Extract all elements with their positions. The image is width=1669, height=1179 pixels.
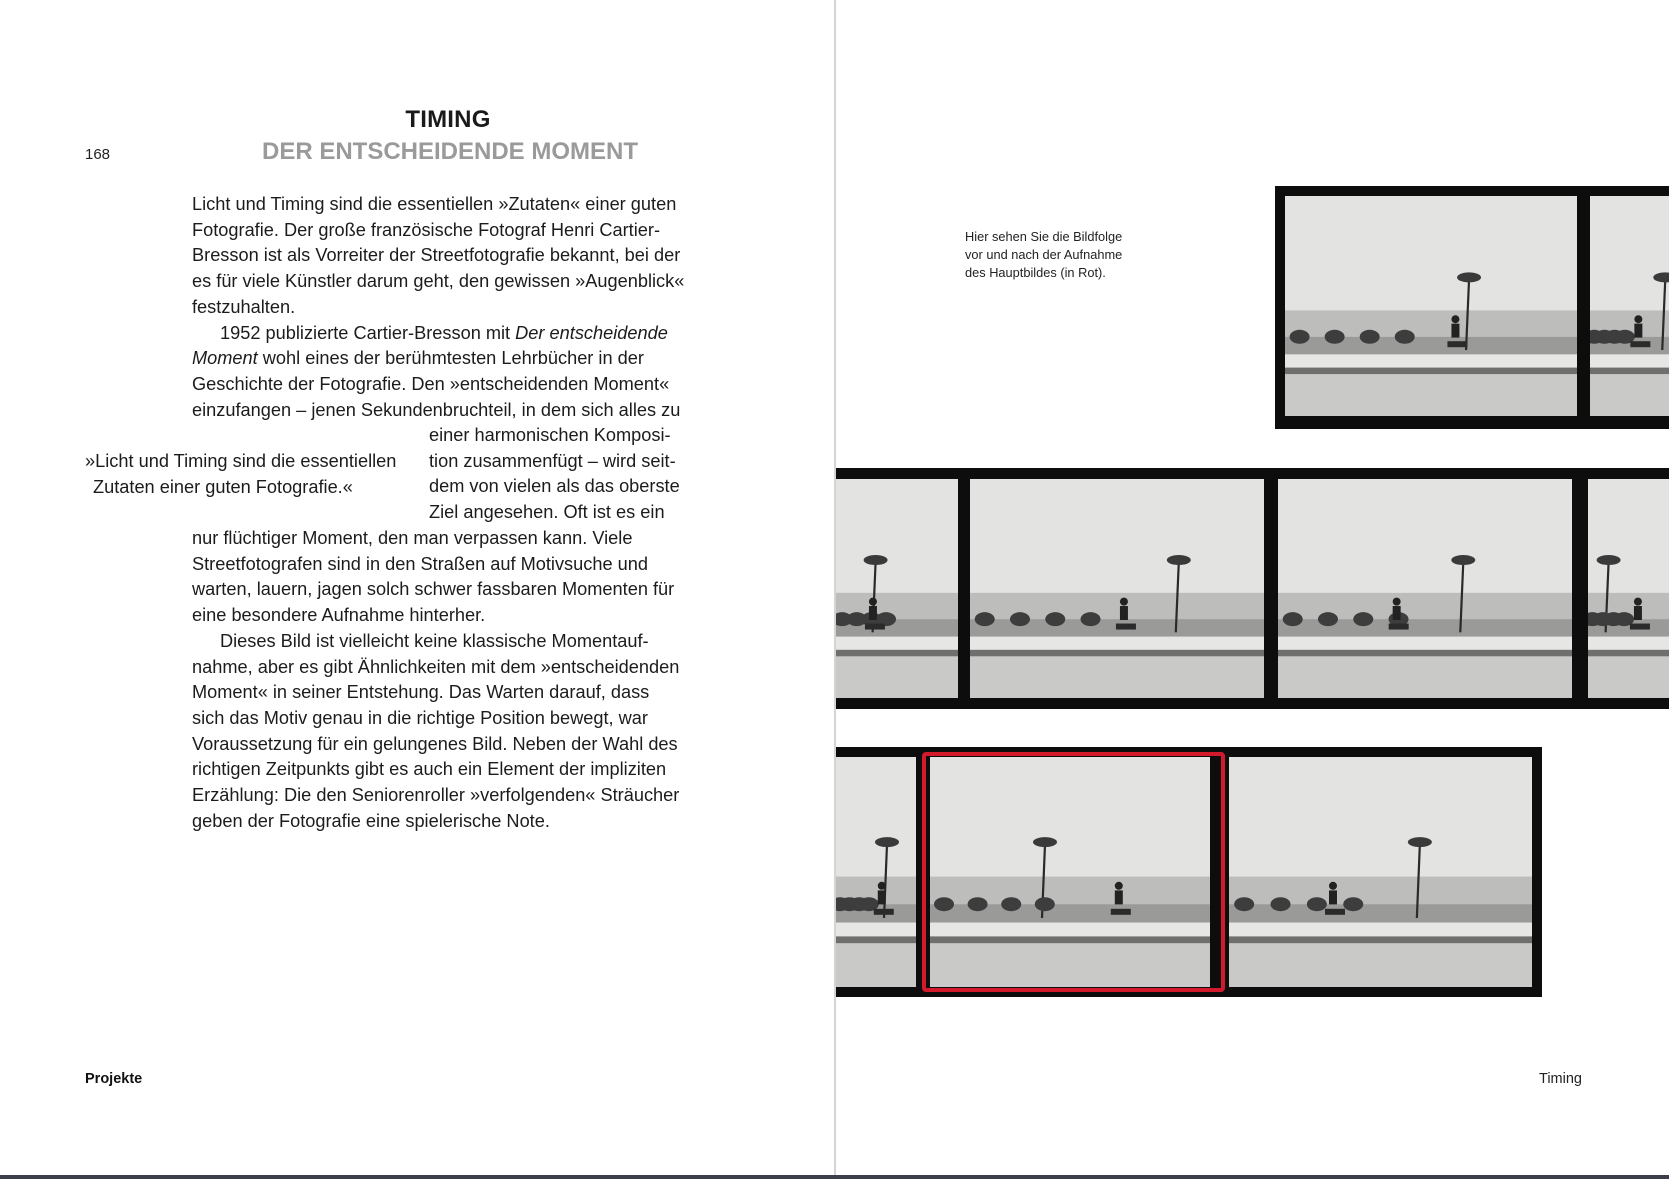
body-line: Dieses Bild ist vielleicht keine klassische Momentauf- <box>220 630 649 651</box>
body-line: warten, lauern, jagen solch schwer fassbaren Momenten für <box>192 579 675 600</box>
main-image-highlight-frame <box>922 752 1225 992</box>
photo-frame <box>1590 196 1669 416</box>
contact-strip-1 <box>1275 186 1669 429</box>
photo-scene <box>970 479 1264 698</box>
photo-frame <box>836 757 916 987</box>
photo-scene <box>1278 479 1572 698</box>
body-line: tion zusammenfügt – wird seit- <box>429 450 676 471</box>
body-line: einzufangen – jenen Sekundenbruchteil, in dem sich alles zu <box>192 399 681 420</box>
body-text-bottom <box>192 526 679 834</box>
caption-line: des Hauptbildes (in Rot). <box>965 265 1106 280</box>
photo-frame <box>836 479 958 698</box>
photo-frame <box>1229 757 1532 987</box>
image-caption <box>965 228 1122 282</box>
body-line: festzuhalten. <box>192 296 296 317</box>
body-text-wrap <box>429 423 680 526</box>
body-line <box>192 321 684 347</box>
body-line <box>192 346 684 372</box>
body-line: dem von vielen als das oberste <box>429 476 680 497</box>
footer-section-label: Projekte <box>85 1071 143 1087</box>
photo-frame <box>970 479 1264 698</box>
photo-scene <box>1590 196 1669 416</box>
body-line: Moment« in seiner Entstehung. Das Warten darauf, dass <box>192 682 650 703</box>
book-title-italic: Der entscheidende <box>515 322 668 343</box>
contact-strip-2 <box>836 468 1669 709</box>
body-line: Bresson ist als Vorreiter der Streetfotografie bekannt, bei der <box>192 245 681 266</box>
page-number: 168 <box>85 146 111 163</box>
pull-quote-line: Zutaten einer guten Fotografie.« <box>93 476 353 497</box>
chapter-subtitle: DER ENTSCHEIDENDE MOMENT <box>261 138 639 165</box>
body-line: nahme, aber es gibt Ähnlichkeiten mit dem »entscheidenden <box>192 656 680 677</box>
body-line: richtigen Zeitpunkts gibt es auch ein Element der impliziten <box>192 759 667 780</box>
body-line: Fotografie. Der große französische Fotograf Henri Cartier- <box>192 219 660 240</box>
photo-scene <box>1588 479 1669 698</box>
right-page <box>836 0 1669 1176</box>
body-span: wohl eines der berühmtesten Lehrbücher in der <box>257 348 644 369</box>
contact-strip-3 <box>836 747 1542 997</box>
pull-quote-line: »Licht und Timing sind die essentiellen <box>85 451 397 471</box>
body-span: 1952 publizierte Cartier-Bresson mit <box>220 322 516 343</box>
body-line: Geschichte der Fotografie. Den »entscheidenden Moment« <box>192 373 670 394</box>
body-line: Voraussetzung für ein gelungenes Bild. Neben der Wahl des <box>192 733 678 754</box>
body-text-top <box>192 192 684 423</box>
pull-quote <box>85 449 396 500</box>
body-line: geben der Fotografie eine spielerische Note. <box>192 810 550 831</box>
photo-frame <box>1285 196 1577 416</box>
photo-frame <box>1588 479 1669 698</box>
body-line: sich das Motiv genau in die richtige Position bewegt, war <box>192 707 648 728</box>
book-title-italic: Moment <box>192 348 258 369</box>
caption-line: vor und nach der Aufnahme <box>965 247 1123 262</box>
photo-frame <box>1278 479 1572 698</box>
chapter-title: TIMING <box>405 106 491 133</box>
body-line: einer harmonischen Komposi- <box>429 425 671 445</box>
body-line: Streetfotografen sind in den Straßen auf Motivsuche und <box>192 553 648 574</box>
viewer-bottom-bar <box>0 1175 1669 1179</box>
left-page <box>0 0 834 1176</box>
caption-line: Hier sehen Sie die Bildfolge <box>965 229 1123 244</box>
photo-scene <box>836 757 916 987</box>
body-line: eine besondere Aufnahme hinterher. <box>192 605 486 626</box>
photo-scene <box>1285 196 1577 416</box>
body-line: Ziel angesehen. Oft ist es ein <box>429 502 665 523</box>
footer-chapter-label: Timing <box>1539 1071 1582 1087</box>
body-line: Erzählung: Die den Seniorenroller »verfolgenden« Sträucher <box>192 785 680 806</box>
photo-scene <box>1229 757 1532 987</box>
body-line: Licht und Timing sind die essentiellen »Zutaten« einer guten <box>192 194 677 214</box>
body-line: es für viele Künstler darum geht, den gewissen »Augenblick« <box>192 271 685 292</box>
body-line: nur flüchtiger Moment, den man verpassen kann. Viele <box>192 528 633 548</box>
photo-scene <box>836 479 958 698</box>
